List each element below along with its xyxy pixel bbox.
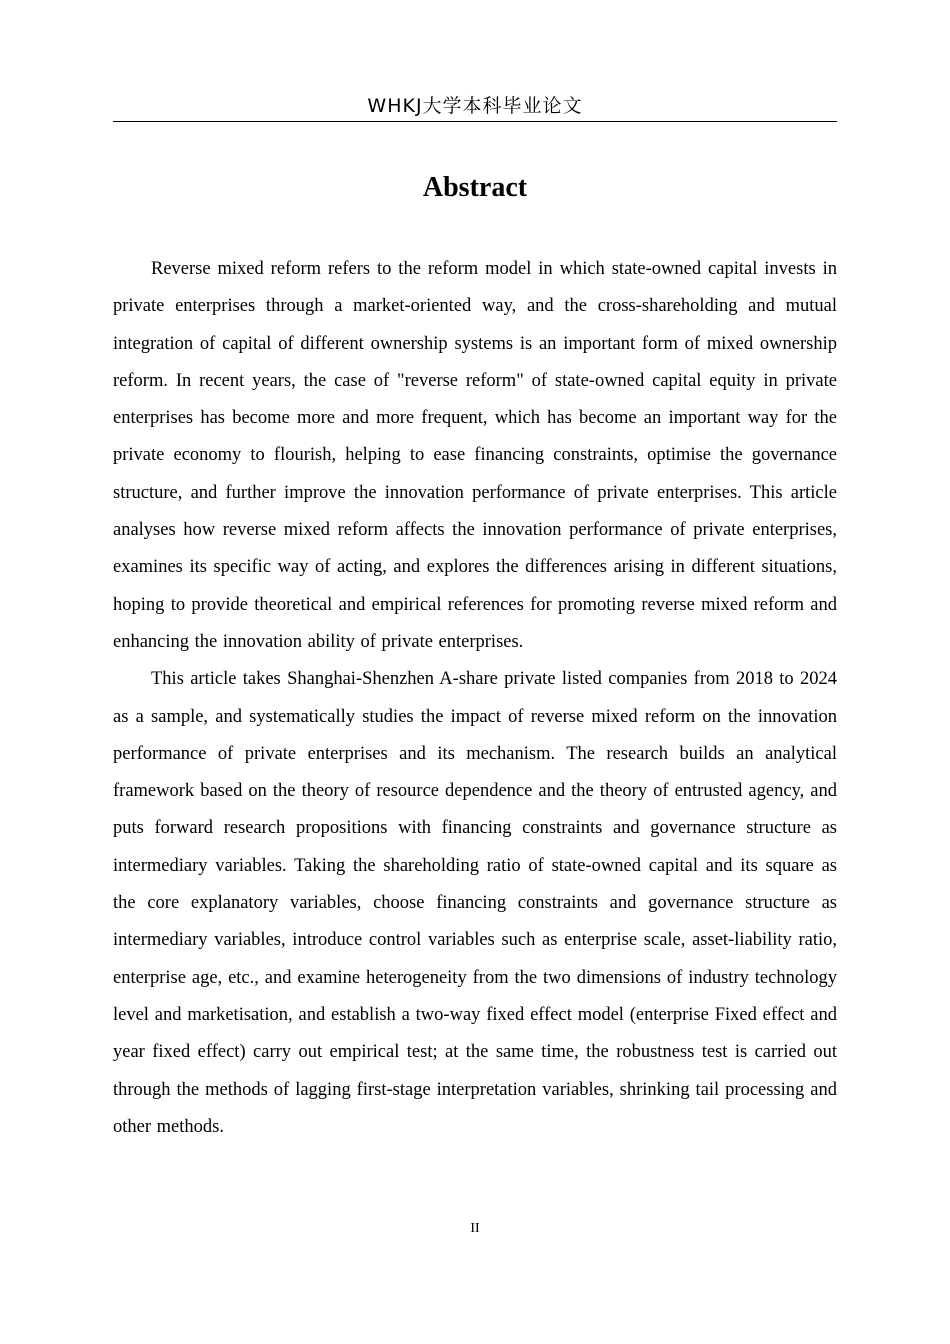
page-number: II [470, 1221, 480, 1236]
page-header [113, 93, 837, 122]
abstract-paragraph-2: This article takes Shanghai-Shenzhen A-share private listed companies from 2018 to 2024 as a sample, and systematically studies the impact of reverse mixed reform on the innovation performance of private enterprises and its mechanism. The research builds an analytical framework based on the theory of resource dependence and the theory of entrusted agency, and puts forward research propositions with financing constraints and governance structure as intermediary variables. Taking the shareholding ratio of state-owned capital and its square as the core explanatory variables, choose financing constraints and governance structure as intermediary variables, introduce control variables such as enterprise scale, asset-liability ratio, enterprise age, etc., and examine heterogeneity from the two dimensions of industry technology level and marketisation, and establish a two-way fixed effect model (enterprise Fixed effect and year fixed effect) carry out empirical test; at the same time, the robustness test is carried out through the methods of lagging first-stage interpretation variables, shrinking tail processing and other methods. [113, 669, 837, 1137]
abstract-body [113, 251, 837, 1146]
abstract-paragraph-1: Reverse mixed reform refers to the reform model in which state-owned capital invests in private enterprises through a market-oriented way, and the cross-shareholding and mutual integration of capital of different ownership systems is an important form of mixed ownership reform. In recent years, the case of "reverse reform" of state-owned capital equity in private enterprises has become more and more frequent, which has become an important way for the private economy to flourish, helping to ease financing constraints, optimise the governance structure, and further improve the innovation performance of private enterprises. This article analyses how reverse mixed reform affects the innovation performance of private enterprises, examines its specific way of acting, and explores the differences arising in different situations, hoping to provide theoretical and empirical references for promoting reverse mixed reform and enhancing the innovation ability of private enterprises. [113, 259, 837, 652]
abstract-title: Abstract [422, 172, 528, 203]
header-title: WHKJ大学本科毕业论文 [367, 95, 583, 117]
